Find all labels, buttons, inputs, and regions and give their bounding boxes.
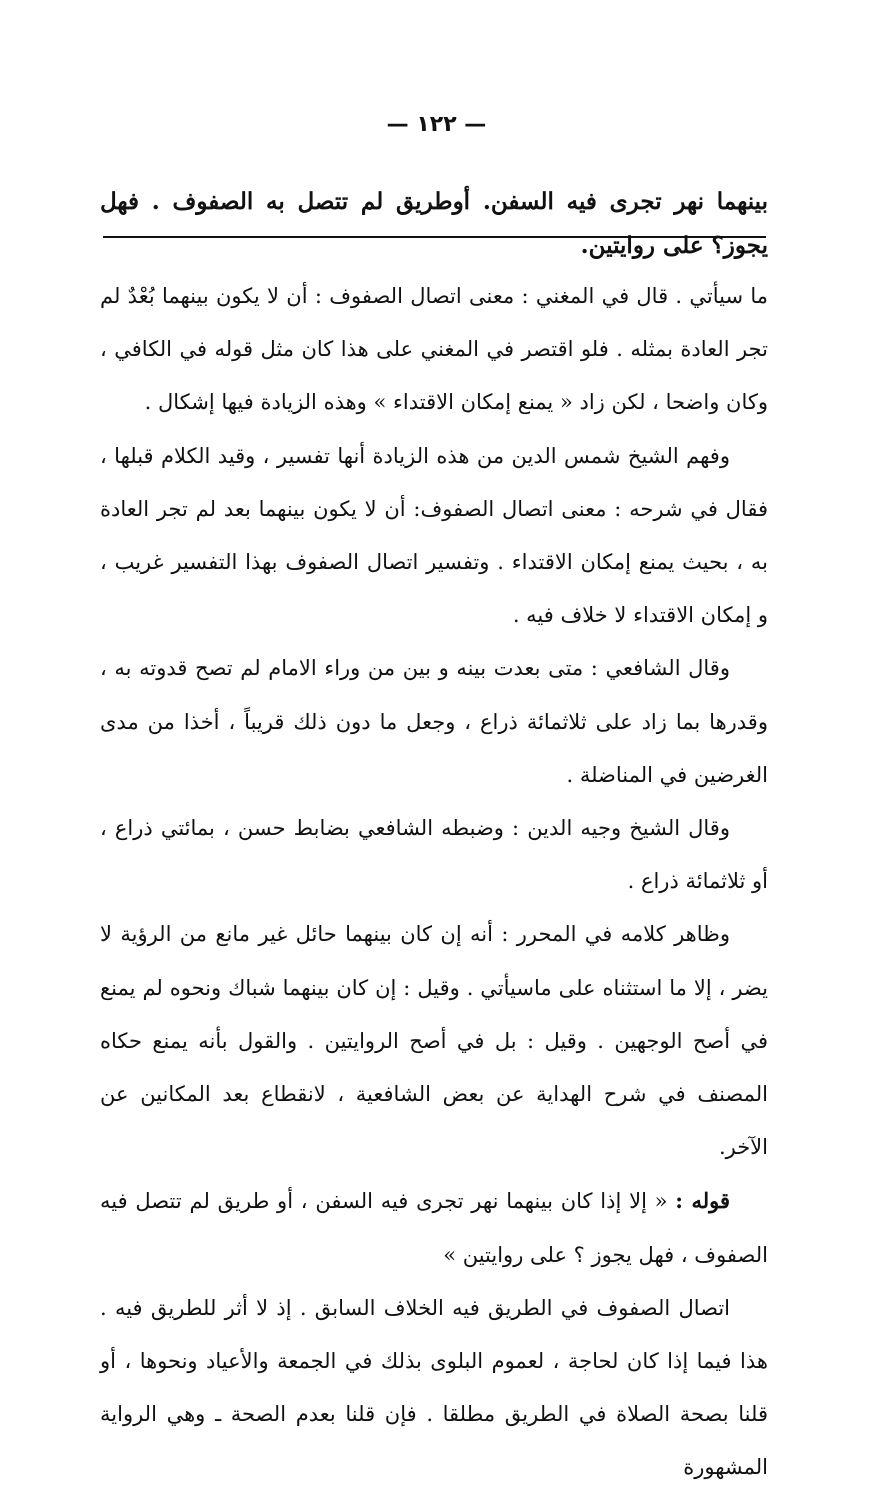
commentary-paragraph: وقال الشافعي : متى بعدت بينه و بين من وراء الامام لم تصح قدوته به ، وقدرها بما زاد على ثلاثمائة ذراع ، وجعل ما دون ذلك قريباً ، أخذا من مدى الغرضين في المناضلة .: [100, 656, 768, 787]
qawluhu-lead: قوله :: [675, 1188, 731, 1214]
page-number: — ١٢٢ —: [386, 112, 487, 137]
commentary-paragraph: اتصال الصفوف في الطريق فيه الخلاف السابق . إذ لا أثر للطريق فيه . هذا فيما إذا كان لحاجة ، لعموم البلوى بذلك في الجمعة والأعياد ونحوها ، أو قلنا بصحة الصلاة في الطريق مطلقا . فإن قلنا بعدم الصحة ـ وهي الرواية المشهورة: [100, 1295, 768, 1480]
quoted-matn-paragraph: [100, 1174, 768, 1281]
commentary-paragraph: ما سيأتي . قال في المغني : معنى اتصال الصفوف : أن لا يكون بينهما بُعْدٌ لم تجر العادة بمثله . فلو اقتصر في المغني على هذا كان مثل قوله في الكافي ، وكان واضحا ، لكن زاد « يمنع إمكان الاقتداء » وهذه الزيادة فيها إشكال .: [100, 284, 768, 415]
commentary-paragraph: وفهم الشيخ شمس الدين من هذه الزيادة أنها تفسير ، وقيد الكلام قبلها ، فقال في شرحه : معنى اتصال الصفوف: أن لا يكون بينهما بعد لم تجر العادة به ، بحيث يمنع إمكان الاقتداء . وتفسير اتصال الصفوف بهذا التفسير غريب ، و إمكان الاقتداء لا خلاف فيه .: [100, 443, 768, 628]
commentary-paragraph: وقال الشيخ وجيه الدين : وضبطه الشافعي بضابط حسن ، بمائتي ذراع ، أو ثلاثمائة ذراع .: [100, 816, 768, 894]
qawluhu-text: « إلا إذا كان بينهما نهر تجرى فيه السفن ، أو طريق لم تتصل فيه الصفوف ، فهل يجوز ؟ على روايتين »: [100, 1189, 768, 1267]
main-text-line: بينهما نهر تجرى فيه السفن. أوطريق لم تتصل به الصفوف . فهل يجوز؟ على روايتين.: [100, 188, 768, 259]
separator-rule: [103, 236, 766, 238]
commentary-block: [100, 270, 768, 1495]
commentary-paragraph: وظاهر كلامه في المحرر : أنه إن كان بينهما حائل غير مانع من الرؤية لا يضر ، إلا ما استثناه على ماسيأتي . وقيل : إن كان بينهما شباك ونحوه لم يمنع في أصح الوجهين . وقيل : بل في أصح الروايتين . والقول بأنه يمنع حكاه المصنف في شرح الهداية عن بعض الشافعية ، لانقطاع بعد المكانين عن الآخر.: [100, 922, 768, 1160]
